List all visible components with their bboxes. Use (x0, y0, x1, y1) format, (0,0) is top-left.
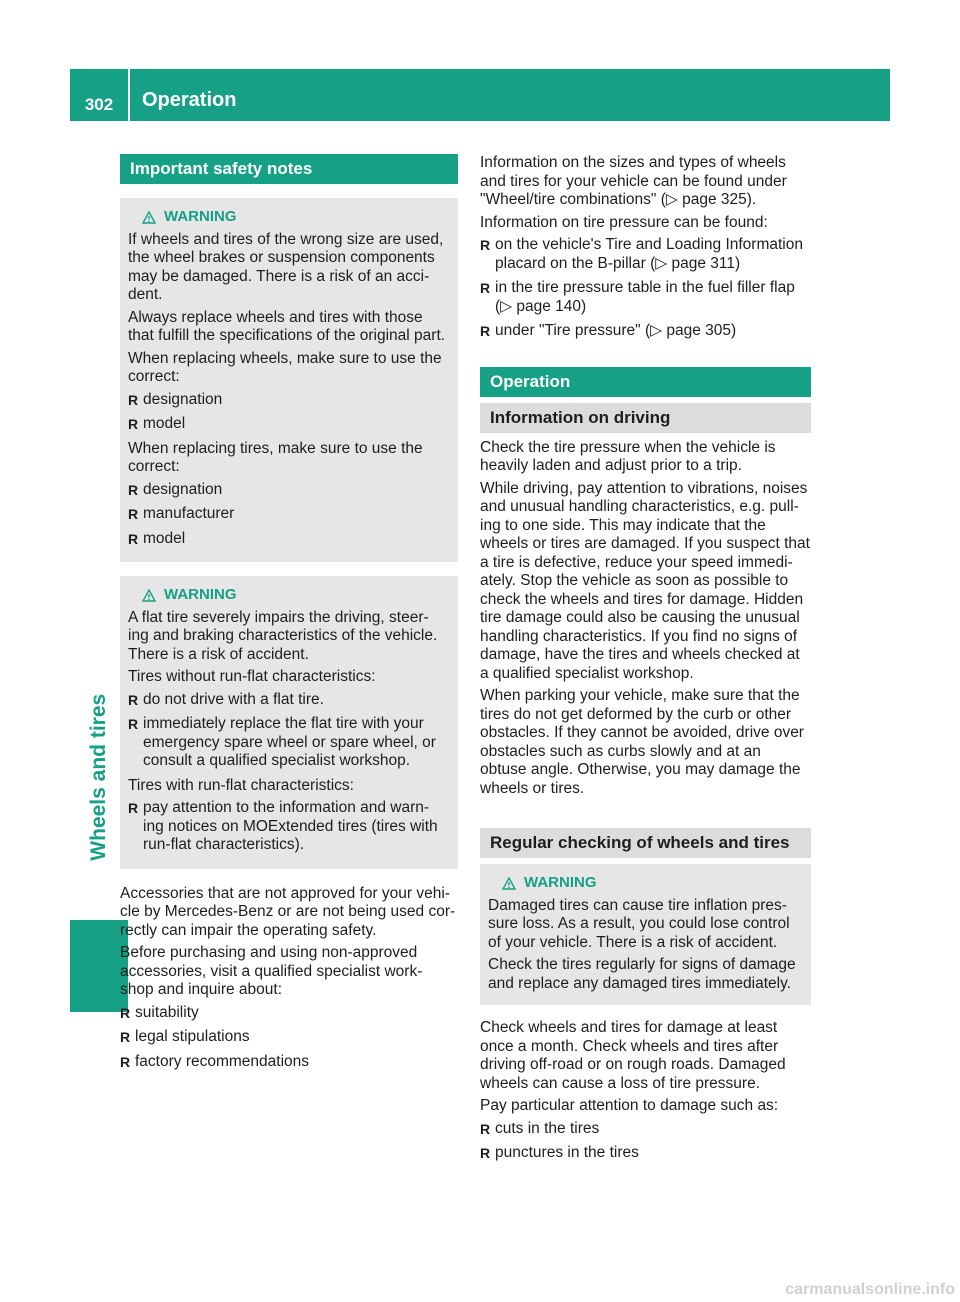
list-item: R legal stipulations (120, 1028, 458, 1047)
header-divider (128, 69, 130, 121)
subsection-heading-information-on-driving: Information on driving (480, 403, 811, 433)
bullet-list (128, 481, 450, 549)
section-heading-important-safety-notes: Important safety notes (120, 154, 458, 184)
warning-title (128, 208, 450, 227)
bullet-list (128, 799, 450, 855)
body-paragraph: While driving, pay attention to vibrations, noises and unusual handling characteristics, e.g. pull- ing to one side. This may indicate that the wheels or tires are damaged. If you suspect that a tire is defective, reduce your speed immedi- ately. Stop the vehicle as soon as possible to check the wheels and tires for damage. Hidden tire damage could also be causing the unusual handling characteristics. If you find no signs of damage, have the tires and wheels checked at a qualified specialist workshop. (480, 479, 810, 682)
warning-paragraph: If wheels and tires of the wrong size are used, the wheel brakes or suspension components may be damaged. There is a risk of an acci- dent. (128, 230, 444, 303)
list-item: R designation (128, 391, 450, 410)
warning-paragraph: When replacing tires, make sure to use the correct: (128, 439, 423, 475)
chapter-label: Wheels and tires (86, 694, 110, 861)
list-item: R factory recommendations (120, 1053, 458, 1072)
body-paragraph: Accessories that are not approved for your vehi- cle by Mercedes-Benz or are not being used cor- rectly can impair the operating safety. (120, 884, 456, 939)
bullet-list (128, 691, 450, 771)
warning-title (128, 586, 450, 605)
body-paragraph: Check the tire pressure when the vehicle is heavily laden and adjust prior to a trip. (480, 438, 776, 474)
list-item: R pay attention to the information and warn- ing notices on MOExtended tires (tires with run-flat characteristics). (128, 799, 450, 855)
list-item: R manufacturer (128, 505, 450, 524)
warning-label: WARNING (164, 208, 237, 225)
warning-paragraph: Damaged tires can cause tire inflation pres- sure loss. As a result, you could lose control of your vehicle. There is a risk of accident. (488, 896, 790, 951)
warning-title (488, 874, 803, 893)
warning-label: WARNING (524, 874, 597, 891)
list-item: R designation (128, 481, 450, 500)
watermark-logo (750, 1272, 960, 1302)
warning-box-wrong-size (120, 198, 458, 562)
body-text-block (120, 885, 458, 1072)
list-item: R model (128, 530, 450, 549)
warning-paragraph: Check the tires regularly for signs of damage and replace any damaged tires immediately. (488, 956, 796, 992)
warning-paragraph: A flat tire severely impairs the driving, steer- ing and braking characteristics of the vehicle. There is a risk of accident. (128, 608, 438, 663)
warning-box-damaged-tires (480, 864, 811, 1005)
subsection-heading-regular-checking: Regular checking of wheels and tires (480, 828, 811, 858)
warning-paragraph: Always replace wheels and tires with those that fulfill the specifications of the original part. (128, 308, 446, 344)
watermark-text: carmanualsonline.info (785, 1281, 955, 1298)
list-item: R on the vehicle's Tire and Loading Information placard on the B-pillar (▷ page 311) (480, 236, 811, 273)
warning-triangle-icon (142, 211, 156, 224)
right-column (480, 150, 811, 1169)
body-paragraph: Check wheels and tires for damage at least once a month. Check wheels and tires after driving off-road or on rough roads. Damaged wheels can cause a loss of tire pressure. (480, 1019, 786, 1092)
page-title: Operation (142, 89, 237, 111)
body-paragraph: Information on tire pressure can be found: (480, 213, 768, 231)
list-item: R under "Tire pressure" (▷ page 305) (480, 322, 811, 341)
warning-triangle-icon (502, 877, 516, 890)
bullet-list (120, 1004, 458, 1072)
list-item: R in the tire pressure table in the fuel filler flap (▷ page 140) (480, 279, 811, 316)
list-item: R cuts in the tires (480, 1120, 811, 1139)
page-number: 302 (84, 95, 114, 114)
list-item: R immediately replace the flat tire with your emergency spare wheel or spare wheel, or consult a qualified specialist workshop. (128, 715, 450, 771)
bullet-list (480, 236, 811, 341)
left-column (120, 150, 458, 1077)
body-paragraph: Pay particular attention to damage such as: (480, 1097, 779, 1114)
list-item: R model (128, 415, 450, 434)
warning-paragraph: When replacing wheels, make sure to use the correct: (128, 349, 442, 385)
list-item: R do not drive with a flat tire. (128, 691, 450, 710)
body-paragraph: Information on the sizes and types of wheels and tires for your vehicle can be found under "Wheel/tire combinations" (▷ page 325). (480, 154, 787, 208)
warning-triangle-icon (142, 589, 156, 602)
list-item: R punctures in the tires (480, 1144, 811, 1163)
body-paragraph: Before purchasing and using non-approved accessories, visit a qualified specialist work- shop and inquire about: (120, 944, 423, 998)
bullet-list (128, 391, 450, 434)
warning-box-flat-tire (120, 576, 458, 869)
body-paragraph: When parking your vehicle, make sure that the tires do not get deformed by the curb or other obstacles. If they cannot be avoided, drive over obstacles such as curbs slowly and at an obtuse angle. Otherwise, you may damage the wheels or tires. (480, 687, 804, 797)
warning-paragraph: Tires without run-flat characteristics: (128, 668, 376, 685)
warning-label: WARNING (164, 586, 237, 603)
bullet-list (480, 1120, 811, 1163)
warning-paragraph: Tires with run-flat characteristics: (128, 776, 354, 794)
list-item: R suitability (120, 1004, 458, 1023)
section-heading-operation: Operation (480, 367, 811, 397)
